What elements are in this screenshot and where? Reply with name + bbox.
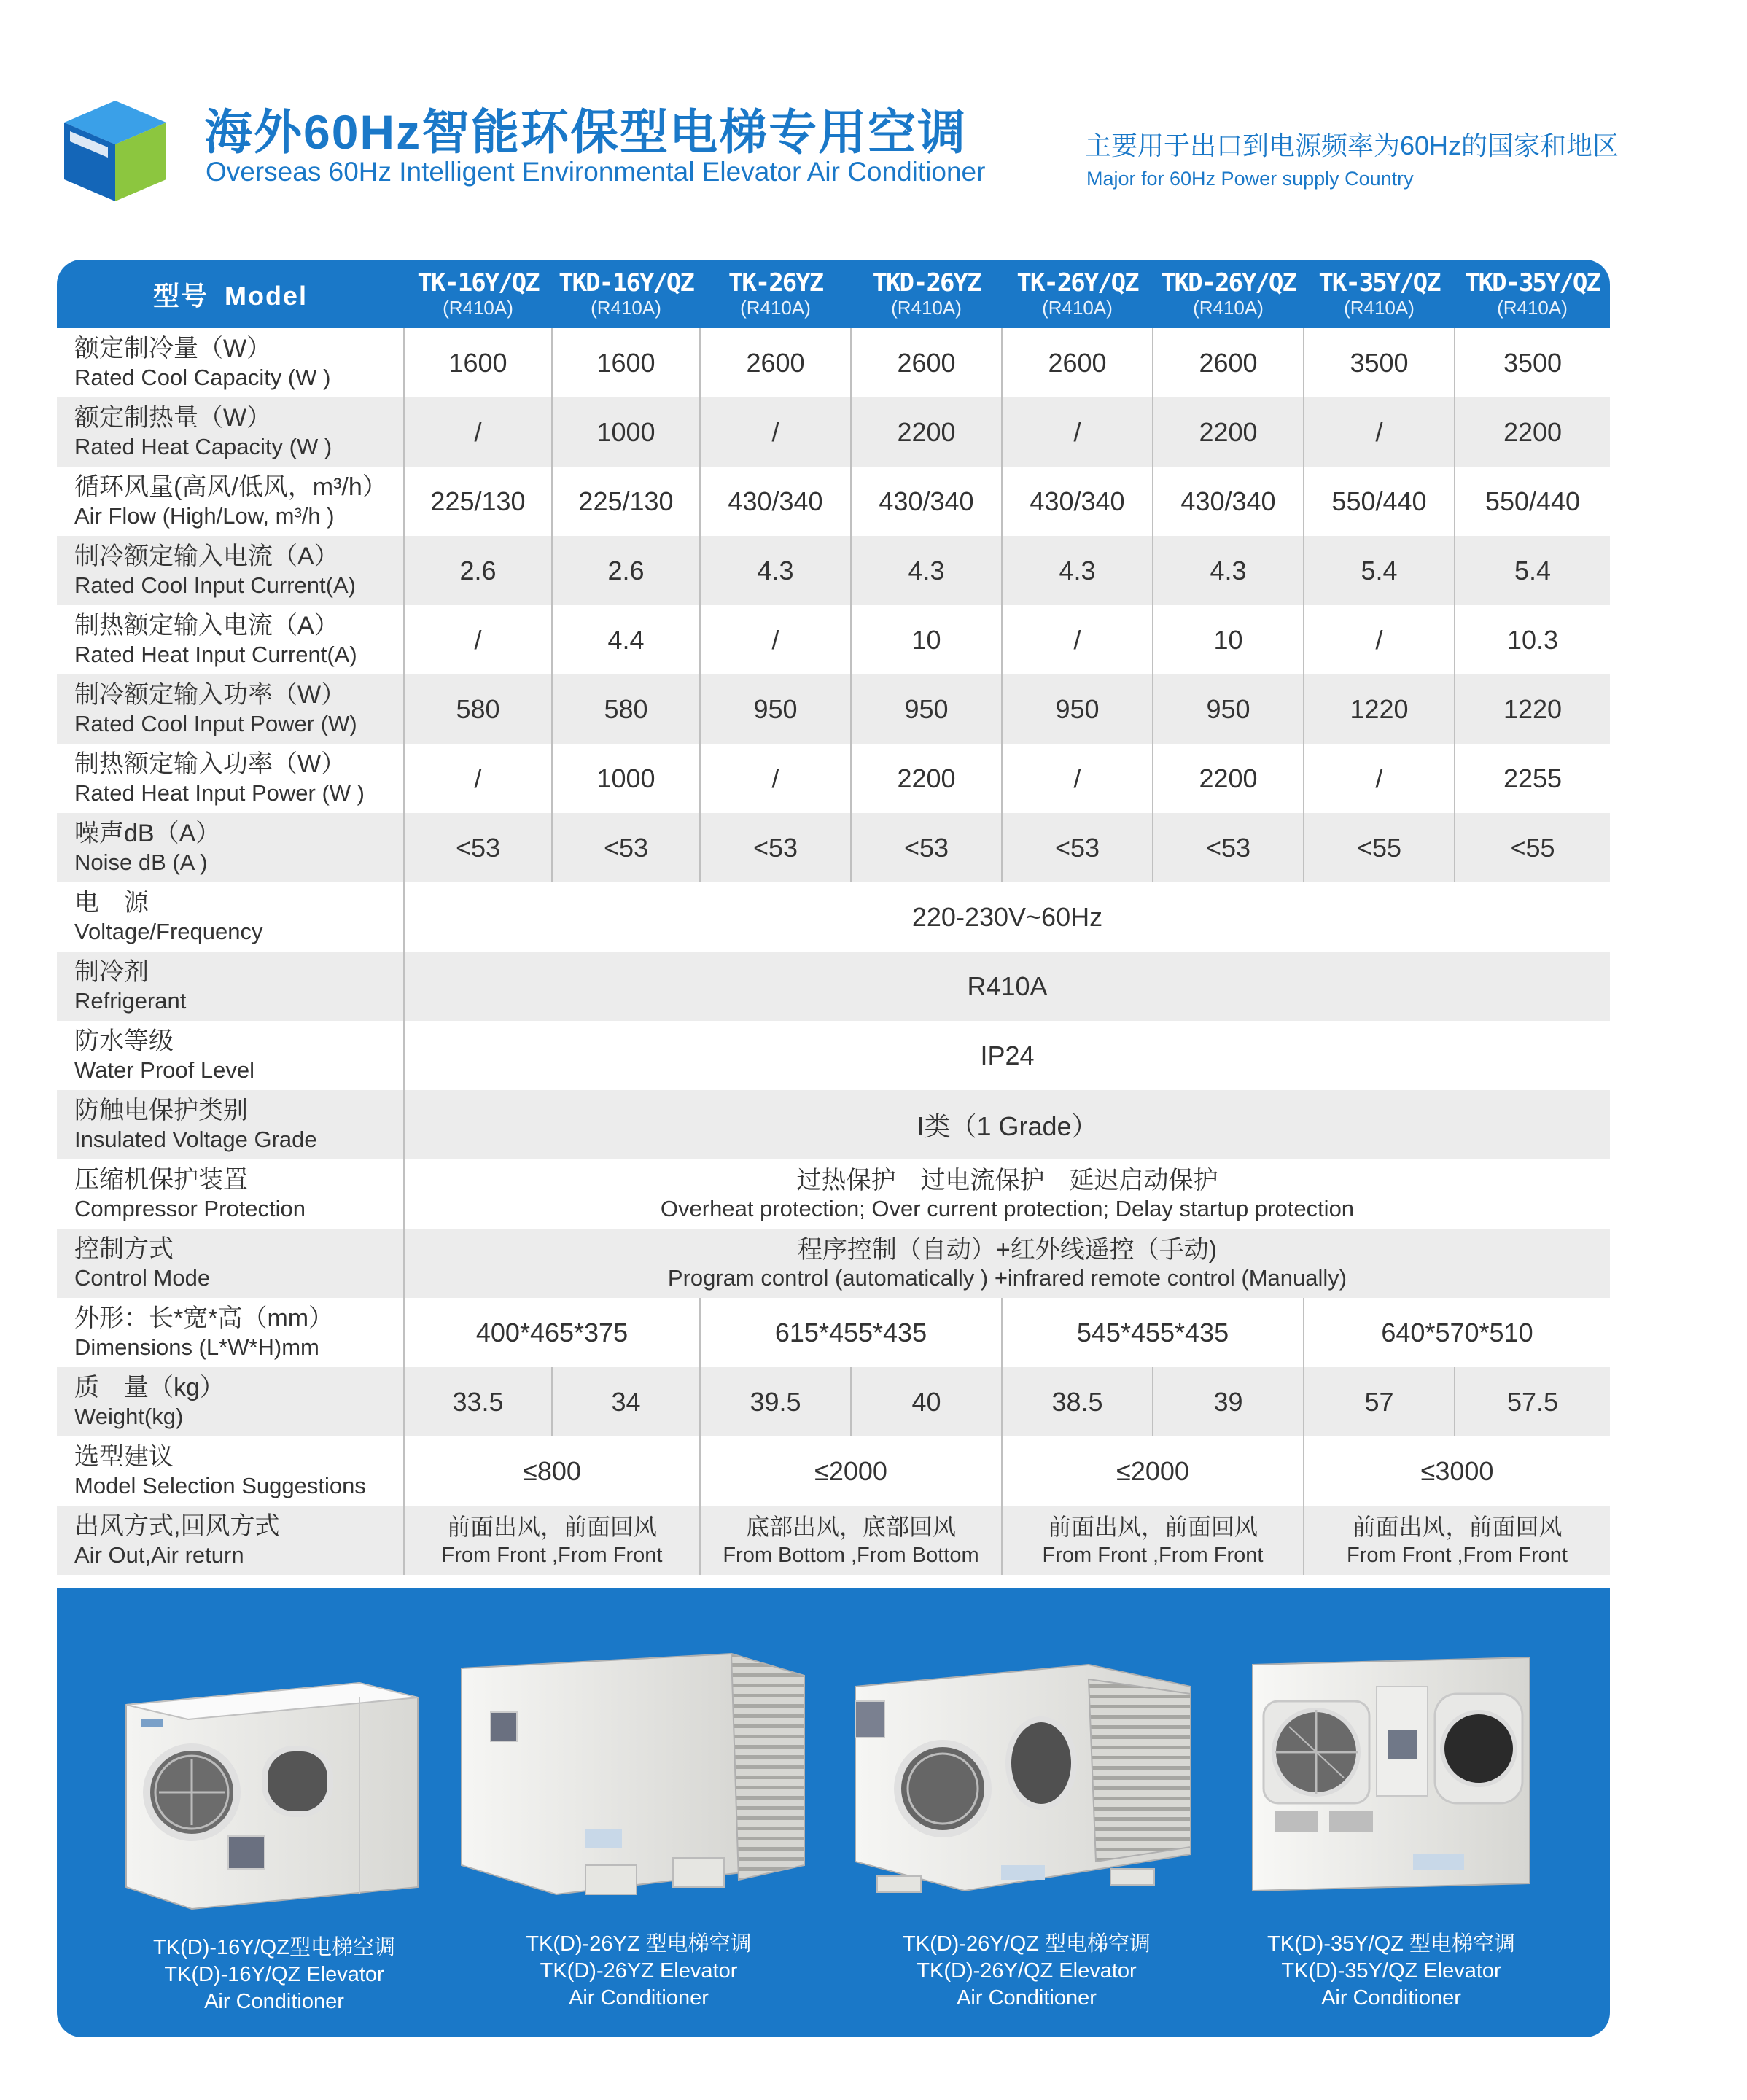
- table-cell: 950: [1153, 674, 1304, 744]
- table-cell: 39: [1153, 1367, 1304, 1436]
- product-image-26yz: [454, 1646, 819, 1916]
- page-title-english: Overseas 60Hz Intelligent Environmental Elevator Air Conditioner: [206, 157, 986, 187]
- table-row-refrigerant: [57, 952, 1610, 1021]
- table-cell: /: [1002, 397, 1153, 467]
- table-row: [57, 536, 1610, 605]
- table-cell: ≤3000: [1420, 1455, 1494, 1486]
- table-cell: 2600: [1153, 328, 1304, 397]
- table-cell: 225/130: [552, 467, 700, 536]
- row-label: 防水等级 Water Proof Level: [57, 1021, 404, 1090]
- product-caption-26yz: TK(D)-26YZ 型电梯空调 TK(D)-26YZ Elevator Air Conditioner: [526, 1932, 752, 2010]
- table-cell: 2255: [1503, 763, 1563, 793]
- table-cell: 545*455*435: [1002, 1298, 1304, 1367]
- table-cell: 1600: [552, 328, 700, 397]
- table-row-dimensions: [57, 1298, 1610, 1367]
- market-subtitle-english: Major for 60Hz Power supply Country: [1086, 168, 1414, 190]
- table-cell: 10.3: [1506, 624, 1559, 655]
- table-cell: 10: [851, 605, 1002, 674]
- table-cell: 225/130: [404, 467, 552, 536]
- table-cell: 前面出风，前面回风 From Front ,From Front: [1002, 1506, 1304, 1575]
- table-row: [57, 397, 1610, 467]
- table-row-selection: [57, 1436, 1610, 1506]
- page-title: 海外60Hz智能环保型电梯专用空调: [204, 105, 968, 159]
- product-image-26y: [848, 1657, 1198, 1905]
- table-cell: 40: [851, 1367, 1002, 1436]
- table-cell: /: [404, 397, 552, 467]
- table-cell: 底部出风，底部回风 From Bottom ,From Bottom: [700, 1506, 1002, 1575]
- table-cell: <55: [1510, 832, 1555, 863]
- table-cell: 2200: [1503, 416, 1563, 447]
- table-cell: 前面出风，前面回风 From Front ,From Front: [404, 1506, 700, 1575]
- table-cell: 2200: [851, 744, 1002, 813]
- row-label: 控制方式 Control Mode: [57, 1229, 404, 1298]
- table-cell: 615*455*435: [700, 1298, 1002, 1367]
- table-cell: 550/440: [1304, 467, 1455, 536]
- control-value: 程序控制（自动）+红外线遥控（手动) Program control (automatically ) +infrared remote control (Manually): [667, 1235, 1347, 1291]
- product-caption-35y: TK(D)-35Y/QZ 型电梯空调 TK(D)-35Y/QZ Elevator Air Conditioner: [1267, 1932, 1515, 2010]
- table-cell: /: [1002, 605, 1153, 674]
- table-cell: 2600: [1002, 328, 1153, 397]
- table-cell: /: [700, 605, 851, 674]
- row-label: 制热额定输入功率（W） Rated Heat Input Power (W ): [57, 744, 404, 813]
- row-label: 制冷额定输入功率（W） Rated Cool Input Power (W): [57, 674, 404, 744]
- table-row: [57, 328, 1610, 397]
- table-row-airflow-direction: [57, 1506, 1610, 1575]
- row-label: 制热额定输入电流（A） Rated Heat Input Current(A): [57, 605, 404, 674]
- table-row-insulation: [57, 1090, 1610, 1159]
- row-label: 出风方式,回风方式 Air Out,Air return: [57, 1506, 404, 1575]
- insulation-value: I类（1 Grade）: [917, 1111, 1098, 1141]
- table-cell: 950: [851, 674, 1002, 744]
- table-cell: 430/340: [1002, 467, 1153, 536]
- table-cell: /: [1002, 744, 1153, 813]
- power-value: 220-230V~60Hz: [911, 901, 1103, 932]
- table-cell: 2600: [700, 328, 851, 397]
- market-subtitle: 主要用于出口到电源频率为60Hz的国家和地区: [1085, 131, 1619, 160]
- table-cell: /: [700, 397, 851, 467]
- table-row-waterproof: [57, 1021, 1610, 1090]
- table-row: [57, 674, 1610, 744]
- table-cell: 400*465*375: [404, 1298, 700, 1367]
- waterproof-value: IP24: [980, 1040, 1035, 1070]
- table-cell: 2200: [1153, 744, 1304, 813]
- table-cell: 1600: [404, 328, 552, 397]
- table-cell: 4.3: [1153, 536, 1304, 605]
- model-header-tkd26yz: TKD-26YZ (R410A): [851, 260, 1002, 328]
- table-cell: /: [1304, 397, 1455, 467]
- table-cell: <53: [404, 813, 552, 882]
- table-header-row: [57, 260, 1610, 328]
- table-cell: 1000: [552, 744, 700, 813]
- table-cell: 前面出风，前面回风 From Front ,From Front: [1347, 1513, 1568, 1567]
- table-cell: /: [1304, 744, 1455, 813]
- table-cell: 10: [1153, 605, 1304, 674]
- table-cell: 1000: [552, 397, 700, 467]
- table-row-control: [57, 1229, 1610, 1298]
- table-row: [57, 813, 1610, 882]
- model-header-tk35: TK-35Y/QZ (R410A): [1304, 260, 1455, 328]
- table-cell: <55: [1304, 813, 1455, 882]
- table-cell: <53: [700, 813, 851, 882]
- table-cell: 430/340: [700, 467, 851, 536]
- table-cell: 430/340: [851, 467, 1002, 536]
- table-cell: 1220: [1304, 674, 1455, 744]
- row-label: 额定制冷量（W） Rated Cool Capacity (W ): [57, 328, 404, 397]
- table-cell: 5.4: [1304, 536, 1455, 605]
- table-cell: 580: [404, 674, 552, 744]
- row-label: 压缩机保护装置 Compressor Protection: [57, 1159, 404, 1229]
- table-row: [57, 744, 1610, 813]
- table-cell: 550/440: [1485, 486, 1581, 516]
- product-image-35y: [1245, 1650, 1537, 1905]
- table-cell: 2600: [851, 328, 1002, 397]
- table-cell: 2200: [1153, 397, 1304, 467]
- table-cell: 580: [552, 674, 700, 744]
- table-cell: 39.5: [700, 1367, 851, 1436]
- model-header-tk26y: TK-26Y/QZ (R410A): [1002, 260, 1153, 328]
- table-row-weight: [57, 1367, 1610, 1436]
- table-cell: 4.3: [1002, 536, 1153, 605]
- row-label: 防触电保护类别 Insulated Voltage Grade: [57, 1090, 404, 1159]
- table-row-compressor: [57, 1159, 1610, 1229]
- table-cell: 2.6: [552, 536, 700, 605]
- model-header-cell: 型号 Model: [57, 260, 404, 328]
- model-header-tkd35: TKD-35Y/QZ (R410A): [1455, 260, 1610, 328]
- table-cell: 3500: [1304, 328, 1455, 397]
- product-photo-panel: [57, 1588, 1610, 2037]
- table-cell: <53: [1153, 813, 1304, 882]
- table-cell: 57: [1304, 1367, 1455, 1436]
- row-label: 额定制热量（W） Rated Heat Capacity (W ): [57, 397, 404, 467]
- model-header-tk16: TK-16Y/QZ (R410A): [404, 260, 552, 328]
- table-cell: ≤2000: [700, 1436, 1002, 1506]
- table-cell: 38.5: [1002, 1367, 1153, 1436]
- compressor-value: 过热保护 过电流保护 延迟启动保护 Overheat protection; Over current protection; Delay startup protection: [660, 1166, 1355, 1221]
- model-header-tkd26y: TKD-26Y/QZ (R410A): [1153, 260, 1304, 328]
- table-cell: <53: [851, 813, 1002, 882]
- row-label: 制冷剂 Refrigerant: [57, 952, 404, 1021]
- table-row: [57, 605, 1610, 674]
- row-label: 选型建议 Model Selection Suggestions: [57, 1436, 404, 1506]
- table-cell: <53: [552, 813, 700, 882]
- table-cell: 2.6: [404, 536, 552, 605]
- table-cell: 950: [1002, 674, 1153, 744]
- row-label: 电 源 Voltage/Frequency: [57, 882, 404, 952]
- table-cell: <53: [1002, 813, 1153, 882]
- table-row: [57, 467, 1610, 536]
- row-label: 外形：长*宽*高（mm） Dimensions (L*W*H)mm: [57, 1298, 404, 1367]
- table-cell: 57.5: [1506, 1386, 1559, 1417]
- table-cell: 33.5: [404, 1367, 552, 1436]
- spec-table: [57, 260, 1610, 1575]
- table-cell: /: [700, 744, 851, 813]
- product-caption-16y: TK(D)-16Y/QZ型电梯空调 TK(D)-16Y/QZ Elevator Air Conditioner: [153, 1936, 395, 2013]
- table-cell: 640*570*510: [1381, 1317, 1533, 1348]
- table-cell: 1220: [1503, 693, 1563, 724]
- table-cell: /: [1304, 605, 1455, 674]
- table-cell: 950: [700, 674, 851, 744]
- table-cell: 2200: [851, 397, 1002, 467]
- table-cell: 5.4: [1514, 555, 1552, 586]
- table-cell: /: [404, 744, 552, 813]
- table-row-power: [57, 882, 1610, 952]
- row-label: 噪声dB（A） Noise dB (A ): [57, 813, 404, 882]
- table-cell: ≤2000: [1002, 1436, 1304, 1506]
- table-cell: /: [404, 605, 552, 674]
- table-cell: 34: [552, 1367, 700, 1436]
- product-image-16y: [119, 1668, 425, 1916]
- table-cell: 430/340: [1153, 467, 1304, 536]
- table-cell: 4.4: [552, 605, 700, 674]
- table-cell: 4.3: [700, 536, 851, 605]
- row-label: 质 量（kg） Weight(kg): [57, 1367, 404, 1436]
- row-label: 制冷额定输入电流（A） Rated Cool Input Current(A): [57, 536, 404, 605]
- model-header-tkd16: TKD-16Y/QZ (R410A): [552, 260, 700, 328]
- table-cell: 4.3: [851, 536, 1002, 605]
- product-caption-26y: TK(D)-26Y/QZ 型电梯空调 TK(D)-26Y/QZ Elevator Air Conditioner: [903, 1932, 1151, 2010]
- row-label: 循环风量(高风/低风，m³/h） Air Flow (High/Low, m³/h ): [57, 467, 404, 536]
- table-cell: 3500: [1503, 347, 1563, 378]
- refrigerant-value: R410A: [967, 971, 1048, 1001]
- table-cell: ≤800: [404, 1436, 700, 1506]
- model-header-tk26yz: TK-26YZ (R410A): [700, 260, 851, 328]
- brand-cube-logo: [57, 95, 174, 204]
